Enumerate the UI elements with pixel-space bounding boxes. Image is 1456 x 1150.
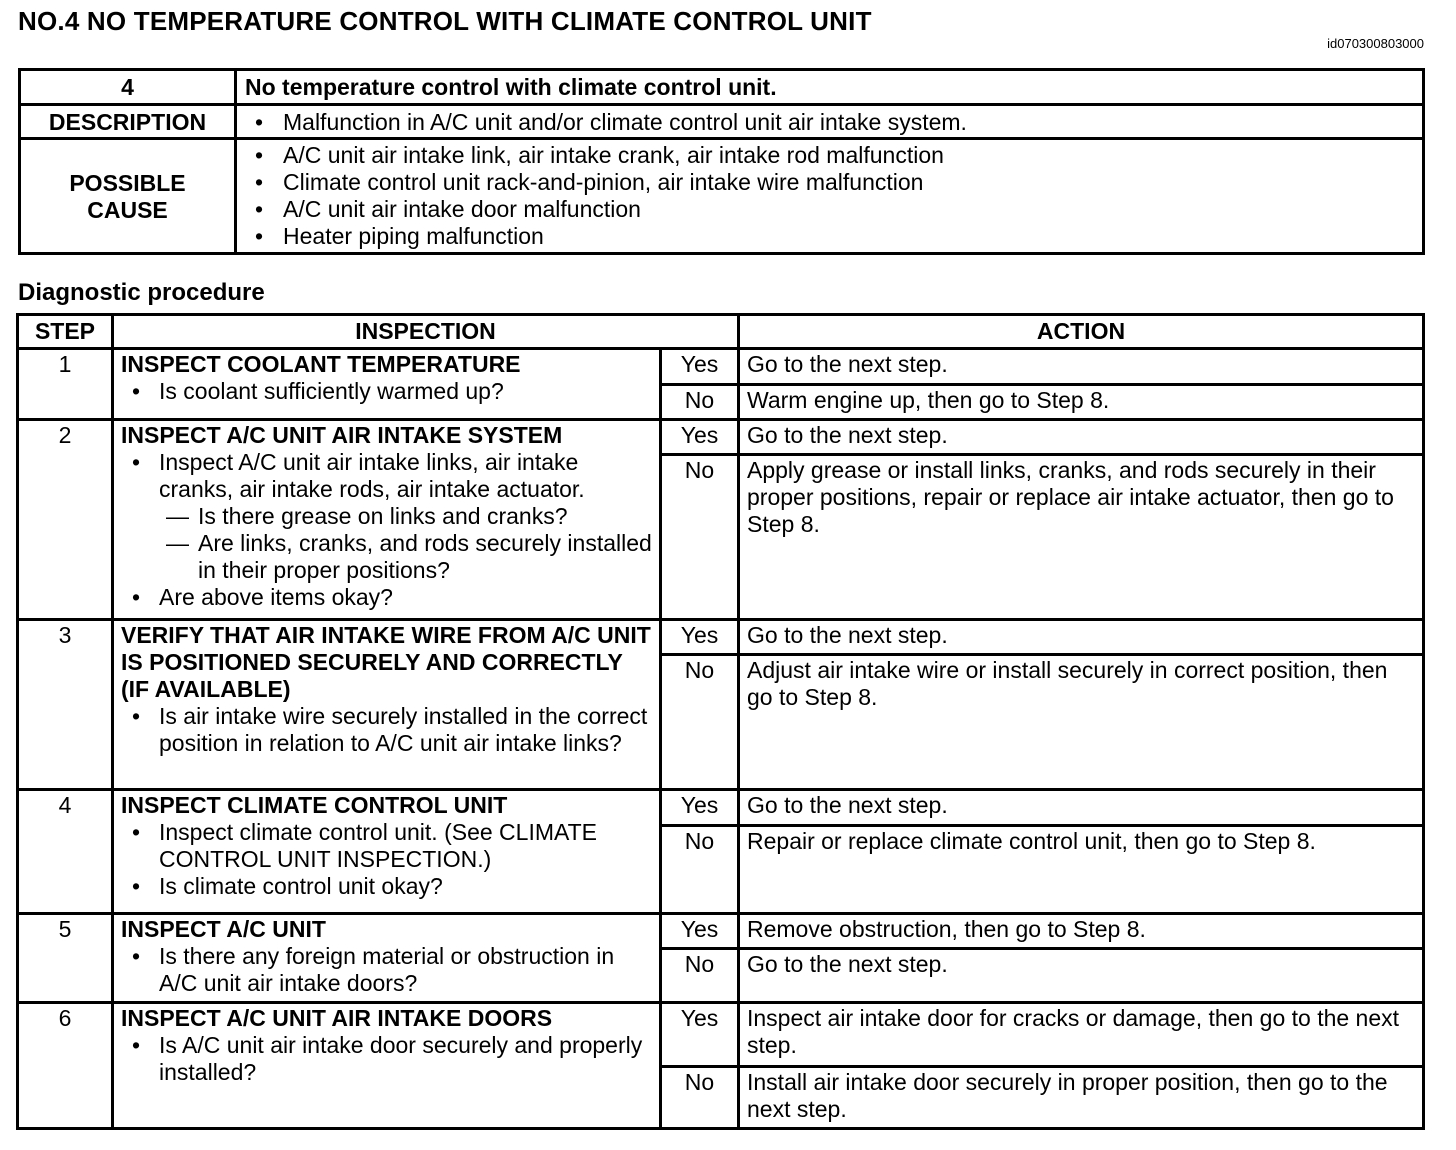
table-row xyxy=(18,620,1424,655)
yes-action: Inspect air intake door for cracks or damage, then go to the next step. xyxy=(739,1003,1424,1067)
no-label: No xyxy=(661,655,739,790)
cause-item: • A/C unit air intake door malfunction xyxy=(245,196,1414,223)
no-action: Warm engine up, then go to Step 8. xyxy=(739,385,1424,420)
table-row xyxy=(18,1003,1424,1067)
yes-action: Go to the next step. xyxy=(739,349,1424,385)
no-action: Install air intake door securely in proper position, then go to the next step. xyxy=(739,1067,1424,1129)
description-label: DESCRIPTION xyxy=(20,105,236,139)
inspection-bullet: • Is air intake wire securely installed in the correct position in relation to A/C unit air intake links? xyxy=(121,703,652,757)
summary-row-description xyxy=(20,105,1424,139)
page-title: NO.4 NO TEMPERATURE CONTROL WITH CLIMATE CONTROL UNIT xyxy=(18,6,872,36)
summary-table xyxy=(18,68,1425,255)
yes-label: Yes xyxy=(661,914,739,949)
inspection-cell xyxy=(113,1003,661,1129)
diagnostic-header-row xyxy=(18,315,1424,349)
cause-item: • A/C unit air intake link, air intake crank, air intake rod malfunction xyxy=(245,142,1414,169)
inspection-cell xyxy=(113,420,661,620)
table-row xyxy=(18,914,1424,949)
inspection-bullet: • Is climate control unit okay? xyxy=(121,873,652,900)
inspection-cell xyxy=(113,914,661,1003)
step-number: 2 xyxy=(18,420,113,620)
inspection-cell xyxy=(113,349,661,420)
yes-label: Yes xyxy=(661,1003,739,1067)
yes-label: Yes xyxy=(661,349,739,385)
summary-number: 4 xyxy=(20,70,236,105)
inspection-cell xyxy=(113,790,661,914)
step-number: 3 xyxy=(18,620,113,790)
yes-action: Go to the next step. xyxy=(739,790,1424,826)
no-action: Adjust air intake wire or install securely in correct position, then go to Step 8. xyxy=(739,655,1424,790)
diagnostic-table xyxy=(16,313,1425,1130)
cause-item: • Heater piping malfunction xyxy=(245,223,1414,250)
inspection-title: INSPECT A/C UNIT xyxy=(121,916,326,942)
table-row xyxy=(18,790,1424,826)
yes-action: Remove obstruction, then go to Step 8. xyxy=(739,914,1424,949)
section-title: Diagnostic procedure xyxy=(18,279,265,306)
dash-item: — Is there grease on links and cranks? xyxy=(166,503,568,529)
no-action: Go to the next step. xyxy=(739,949,1424,1003)
dash-mark: — xyxy=(166,530,189,556)
no-action: Apply grease or install links, cranks, and rods securely in their proper positions, repair or replace air intake actuator, then go to Step 8. xyxy=(739,455,1424,620)
header-step: STEP xyxy=(18,315,113,349)
summary-heading: No temperature control with climate control unit. xyxy=(236,70,1424,105)
inspection-title: INSPECT A/C UNIT AIR INTAKE DOORS xyxy=(121,1005,553,1031)
summary-row-cause xyxy=(20,139,1424,254)
possible-cause-cell xyxy=(236,139,1424,254)
no-label: No xyxy=(661,1067,739,1129)
table-row xyxy=(18,349,1424,385)
cause-item: • Climate control unit rack-and-pinion, air intake wire malfunction xyxy=(245,169,1414,196)
summary-row-number xyxy=(20,70,1424,105)
yes-label: Yes xyxy=(661,420,739,455)
no-label: No xyxy=(661,385,739,420)
inspection-bullet: • Is coolant sufficiently warmed up? xyxy=(121,378,652,405)
step-number: 1 xyxy=(18,349,113,420)
no-action: Repair or replace climate control unit, then go to Step 8. xyxy=(739,826,1424,914)
document-id: id070300803000 xyxy=(1327,36,1424,51)
dash-item: — Are links, cranks, and rods securely installed in their proper positions? xyxy=(166,530,652,583)
inspection-title: VERIFY THAT AIR INTAKE WIRE FROM A/C UNIT IS POSITIONED SECURELY AND CORRECTLY (IF AVAILABLE) xyxy=(121,622,651,702)
header-action: ACTION xyxy=(739,315,1424,349)
step-number: 4 xyxy=(18,790,113,914)
inspection-title: INSPECT A/C UNIT AIR INTAKE SYSTEM xyxy=(121,422,563,448)
yes-label: Yes xyxy=(661,790,739,826)
step-number: 5 xyxy=(18,914,113,1003)
inspection-bullet: • Are above items okay? xyxy=(121,584,652,611)
dash-mark: — xyxy=(166,503,189,529)
no-label: No xyxy=(661,949,739,1003)
no-label: No xyxy=(661,455,739,620)
table-row xyxy=(18,420,1424,455)
inspection-bullet: • Inspect climate control unit. (See CLIMATE CONTROL UNIT INSPECTION.) xyxy=(121,819,652,873)
yes-label: Yes xyxy=(661,620,739,655)
yes-action: Go to the next step. xyxy=(739,420,1424,455)
inspection-bullet: • Is there any foreign material or obstruction in A/C unit air intake doors? xyxy=(121,943,652,997)
header-inspection: INSPECTION xyxy=(113,315,739,349)
possible-cause-label: POSSIBLE CAUSE xyxy=(20,139,236,254)
description-item: • Malfunction in A/C unit and/or climate control unit air intake system. xyxy=(245,109,1414,136)
no-label: No xyxy=(661,826,739,914)
inspection-bullet: • Inspect A/C unit air intake links, air intake cranks, air intake rods, air intake actuator. xyxy=(121,449,652,503)
inspection-title: INSPECT CLIMATE CONTROL UNIT xyxy=(121,792,508,818)
inspection-bullet: • Is A/C unit air intake door securely and properly installed? xyxy=(121,1032,652,1086)
inspection-cell xyxy=(113,620,661,790)
description-cell xyxy=(236,105,1424,139)
step-number: 6 xyxy=(18,1003,113,1129)
yes-action: Go to the next step. xyxy=(739,620,1424,655)
inspection-title: INSPECT COOLANT TEMPERATURE xyxy=(121,351,521,377)
